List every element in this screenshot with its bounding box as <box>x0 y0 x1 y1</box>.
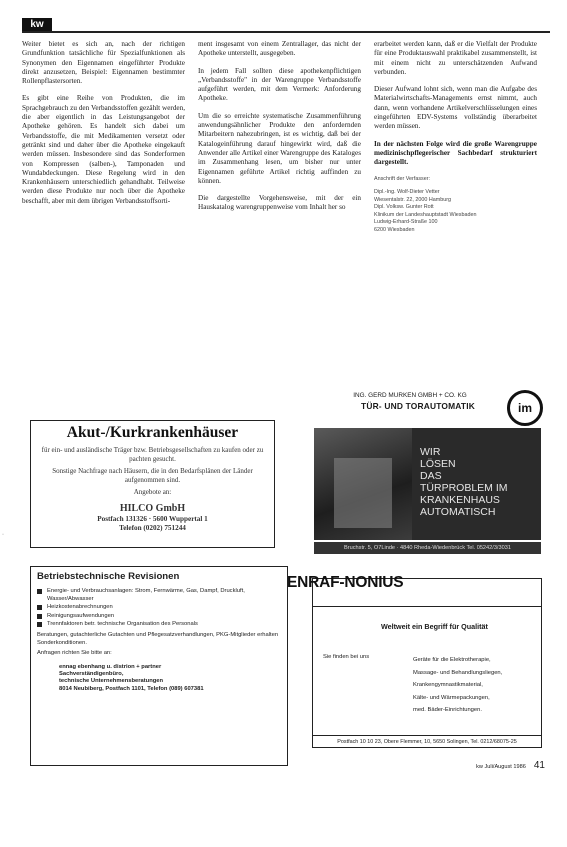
text-column-3 <box>374 40 537 234</box>
text-column-1 <box>22 40 185 214</box>
contact-line: 8014 Neubiberg, Postfach 1101, Telefon (089) 607381 <box>59 685 204 692</box>
ad-headline: Weltweit ein Begriff für Qualität <box>381 622 488 631</box>
author-line: Dipl. Volksw. Gunter Rott <box>374 204 434 211</box>
ad-footer: Bruchstr. 5, O7Linde · 4840 Rheda-Wiedenbrück Tel. 05242/3/3031 <box>314 542 541 554</box>
contact-line: technische Unternehmensberatungen <box>59 678 164 685</box>
paragraph: Die dargestellte Vorgehensweise, mit der ein Hauskatalog warengruppenweise vom Inhalt her so <box>198 194 361 212</box>
issue-label: kw Juli/August 1986 <box>476 764 526 770</box>
ad-enraf-nonius <box>287 574 542 748</box>
paragraph: ment insgesamt von einem Zentrallager, das nicht der Apotheke unterstellt, ausgegeben. <box>198 40 361 58</box>
ad-offer: Angebote an: <box>133 488 172 496</box>
paragraph: Weiter bietet es sich an, nach der richtigen Grundfunktion tatsächliche für Spezialfunktionen als Synonymen den Eigennamen eingeführter Produkte direkt anzusetzen, Beispiel: Eigennamen bestimmter Rollenpflastersorten. <box>22 40 185 86</box>
next-issue-note: In der nächsten Folge wird die große Warengruppe medizinischpflegerischer Sachbedarf strukturiert dargestellt. <box>374 139 537 167</box>
margin-mark: · <box>2 532 4 538</box>
list-item: Geräte für die Elektrotherapie, <box>413 657 491 663</box>
list-item: Reinigungsaufwendungen <box>37 613 281 620</box>
ad-slogan <box>420 446 538 518</box>
ad-text: Beratungen, gutachterliche Gutachten und Pflegesatzverhandlungen, PKG-Mitglieder erhalten Sonderkonditionen. <box>37 632 279 646</box>
ad-text: Sonstige Nachfrage nach Häusern, die in den Bedarfsplänen der Länder aufgenommen sind. <box>52 467 253 484</box>
paragraph: erarbeitet werden kann, daß er die Vielfalt der Produkte für eine Produktauswahl praktikabel zusammenstellt, ist mit einem nicht zu unterschätzenden Aufwand verbunden. <box>374 40 537 76</box>
ad-address: Postfach 131326 · 5600 Wuppertal 1 <box>97 515 208 523</box>
slogan-line: AUTOMATISCH <box>420 506 496 518</box>
paragraph: Es gibt eine Reihe von Produkten, die im Sprachgebrauch zu den Verbandsstoffen gezählt werden, die aber eigentlich in das Leistungsangebot der Apotheke gehören. Es handelt sich dabei um Verbandsstoffe, die mit Medikamenten versetzt oder getränkt sind und daher über die Apotheke eingekauft werden müssen. Insbesondere sind das Sonderformen von Kompressen (salben-), Tamponaden und Wundabdeckungen. Diese Regelung wird in den Krankenhäusern unterschiedlich gehandhabt. Teilweise werden diese Produkte nur noch über die Apotheke beschafft, aber mit dem übrigen Verbandsstoffsorti- <box>22 94 185 205</box>
ad-company: ING. GERD MURKEN GMBH + CO. KG <box>353 392 467 399</box>
top-rule <box>22 31 550 33</box>
paragraph: In jedem Fall sollten diese apothekenpflichtigen „Verbandsstoffe" in der Warengruppe Verbandsstoffe aufgeführt werden, mit dem Vermerk: Anforderung Apotheke. <box>198 66 361 103</box>
slogan-line: KRANKENHAUS <box>420 494 500 506</box>
product-list <box>413 654 538 717</box>
text-column-2 <box>198 40 361 221</box>
contact-line: Sachverständigenbüro, <box>59 671 124 678</box>
list-item: Krankengymnastikmaterial, <box>413 682 483 688</box>
ad-hilco <box>30 420 275 548</box>
ad-company: HILCO GmbH <box>119 503 186 514</box>
page-number: 41 <box>533 760 545 771</box>
author-line: Dipl.-Ing. Wolf-Dieter Vetter <box>374 189 440 196</box>
ad-contact <box>59 664 281 694</box>
ad-footer: Postfach 10 10 23, Obere Flemmer, 10, 5650 Solingen, Tel. 0212/68075-25 <box>313 735 541 747</box>
slogan-line: DAS <box>420 470 442 482</box>
contact-line: ennag ebenhang u. distrion + partner <box>59 663 162 670</box>
ad-title: Akut-/Kurkrankenhäuser <box>66 424 239 441</box>
author-line: Klinikum der Landeshauptstadt Wiesbaden <box>374 211 477 218</box>
author-line: Ludwig-Erhard-Straße 100 <box>374 219 438 226</box>
page-footer <box>430 760 545 771</box>
list-item: Massage- und Behandlungsliegen, <box>413 669 503 676</box>
list-item: Kälte- und Wärmepackungen, <box>413 694 490 701</box>
murken-logo-icon: im <box>507 390 543 426</box>
ad-text: Anfragen richten Sie bitte an: <box>37 650 112 657</box>
slogan-line: LÖSEN <box>420 458 456 470</box>
paragraph: Um die so erreichte systematische Zusammenführung anwendungsähnlicher Produkte den anfordernden Mitarbeitern nahezubringen, ist es wichtig, daß bei der Katalogeinführung darauf hingewirkt wird, daß die Anwender alle Artikel einer Warengruppe des Kataloges im Zusammenhang lesen, um bisher nur unter Eigennamen geführte Artikel richtig auffinden zu können. <box>198 111 361 185</box>
slogan-line: WIR <box>420 446 441 458</box>
author-address <box>374 176 537 235</box>
ad-text: für ein- und ausländische Träger bzw. Betriebsgesellschaften zu kaufen oder zu pachten gesucht. <box>41 446 264 463</box>
author-heading: Anschrift der Verfasser: <box>374 175 431 182</box>
slogan-line: TÜRPROBLEM IM <box>420 482 508 494</box>
paragraph: Dieser Aufwand lohnt sich, wenn man die Aufgabe des Materialwirtschafts-Managements ernst nimmt, auch dann, wenn vorhandene Artikelverschlüsselungen eines eingeführten EDV-Systems vollständig überarbeitet werden müssen. <box>374 85 537 131</box>
ad-revisionen <box>30 566 288 766</box>
list-item: Trennfaktoren betr. technische Organisation des Personals <box>37 621 281 628</box>
ad-tagline: TÜR- UND TORAUTOMATIK <box>361 401 475 411</box>
enraf-logo: ENRAF-NONIUS <box>287 574 404 591</box>
author-line: 6200 Wiesbaden <box>374 226 415 233</box>
list-item: Heizkostenabrechnungen <box>37 604 281 611</box>
door-photo <box>314 428 412 540</box>
list-item: med. Bäder-Einrichtungen. <box>413 707 482 713</box>
service-list <box>37 588 281 628</box>
ad-intro: Sie finden bei uns <box>323 654 370 660</box>
list-item: Energie- und Verbrauchsanlagen: Strom, Fernwärme, Gas, Dampf, Druckluft, Wasser/Abwasser <box>37 588 281 603</box>
author-line: Wiesentalstr. 22, 2000 Hamburg <box>374 196 452 203</box>
ad-murken <box>312 390 545 558</box>
ad-phone: Telefon (0202) 751244 <box>119 524 186 532</box>
magazine-logo: kw <box>22 18 52 31</box>
ad-title: Betriebstechnische Revisionen <box>37 571 180 582</box>
ad-photo <box>314 428 541 540</box>
